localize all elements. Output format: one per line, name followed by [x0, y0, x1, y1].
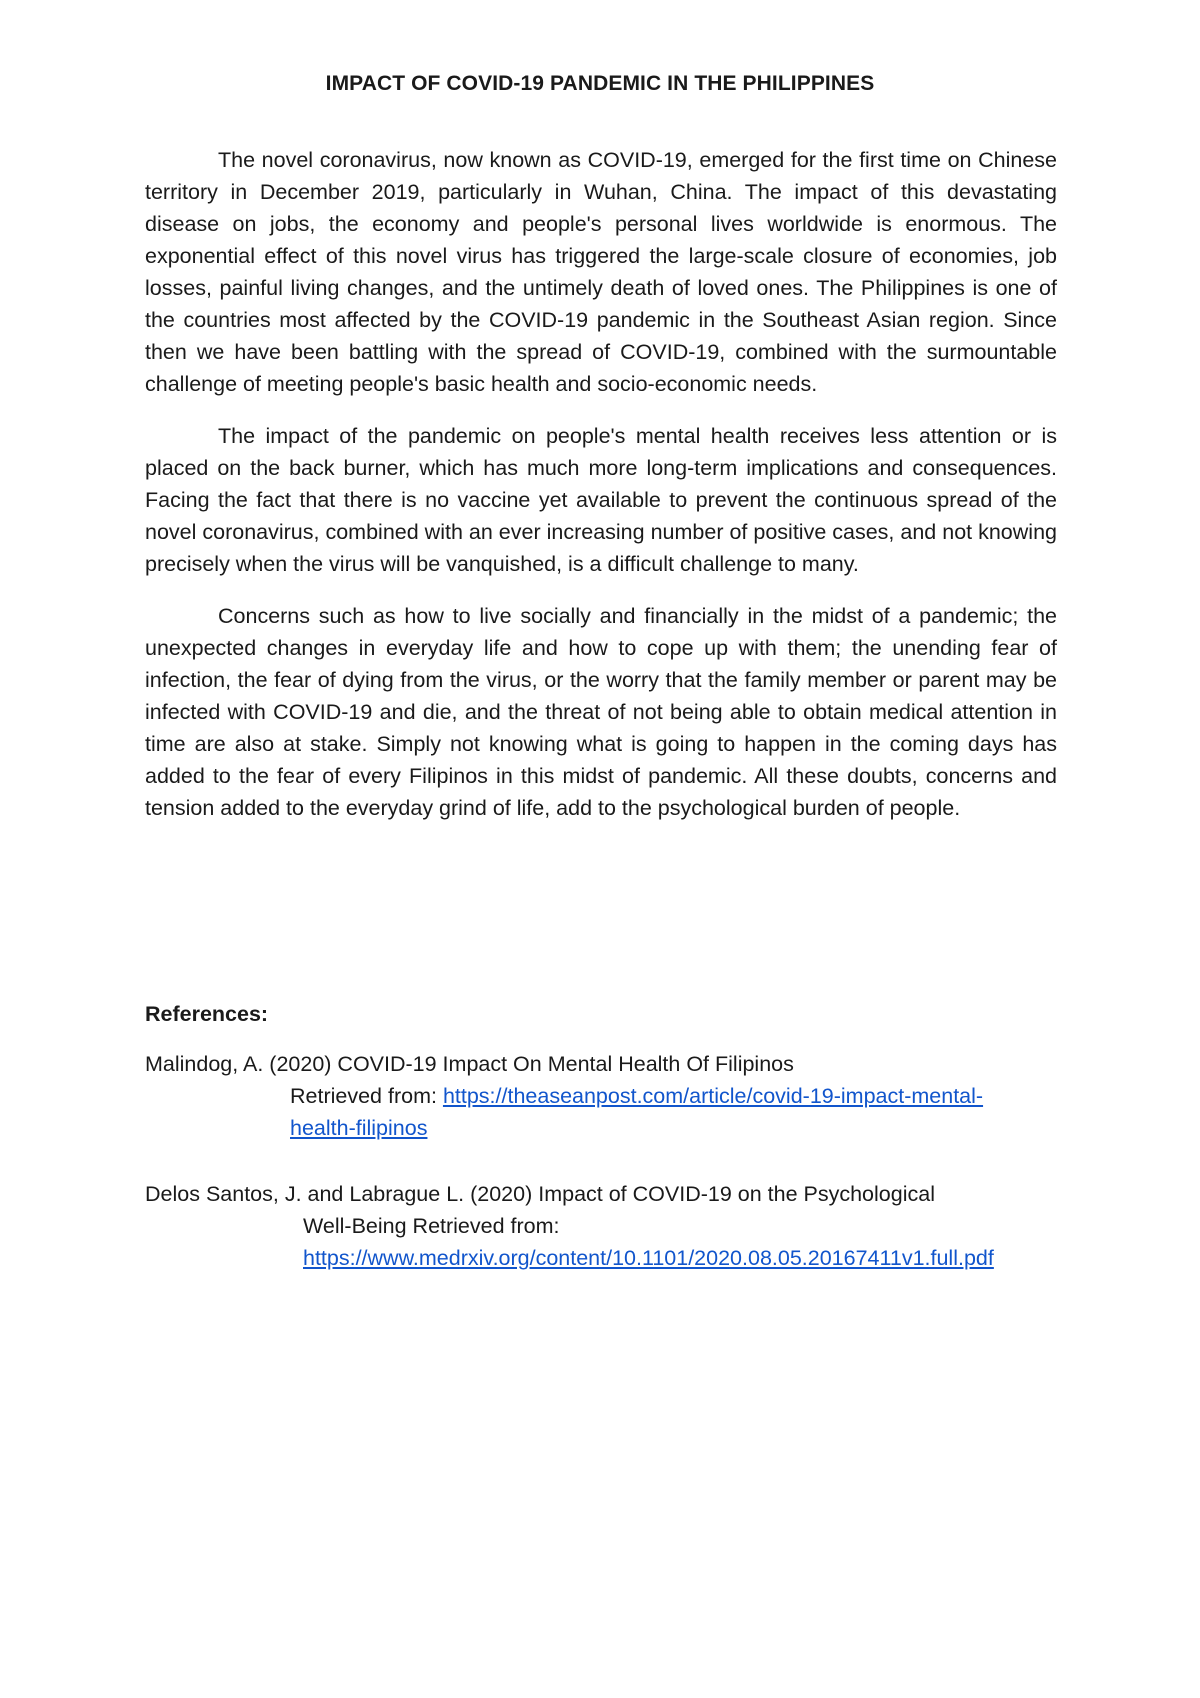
document-body: [145, 144, 1057, 844]
paragraph-2: The impact of the pandemic on people's mental health receives less attention or is placed on the back burner, which has much more long-term implications and consequences. Facing the fact that there is no vaccine yet available to prevent the continuous spread of the novel coronavirus, combined with an ever increasing number of positive cases, and not knowing precisely when the virus will be vanquished, is a difficult challenge to many.: [145, 424, 1057, 576]
reference-item-2: [145, 1178, 1057, 1274]
paragraph-1: The novel coronavirus, now known as COVID-19, emerged for the first time on Chinese territory in December 2019, particularly in Wuhan, China. The impact of this devastating disease on jobs, the economy and people's personal lives worldwide is enormous. The exponential effect of this novel virus has triggered the large-scale closure of economies, job losses, painful living changes, and the untimely death of loved ones. The Philippines is one of the countries most affected by the COVID-19 pandemic in the Southeast Asian region. Since then we have been battling with the spread of COVID-19, combined with the surmountable challenge of meeting people's basic health and socio-economic needs.: [145, 148, 1057, 396]
document-title: IMPACT OF COVID-19 PANDEMIC IN THE PHILIPPINES: [325, 72, 875, 95]
references-heading: References:: [145, 1002, 269, 1026]
retrieved-label: Well-Being Retrieved from:: [303, 1214, 560, 1238]
paragraph-3: Concerns such as how to live socially and financially in the midst of a pandemic; the unexpected changes in everyday life and how to cope up with them; the unending fear of infection, the fear of dying from the virus, or the worry that the family member or parent may be infected with COVID-19 and die, and the threat of not being able to obtain medical attention in time are also at stake. Simply not knowing what is going to happen in the coming days has added to the fear of every Filipinos in this midst of pandemic. All these doubts, concerns and tension added to the everyday grind of life, add to the psychological burden of people.: [145, 604, 1057, 820]
reference-retrieved: [145, 1080, 1030, 1144]
reference-link[interactable]: https://theaseanpost.com/article/covid-19-impact-mental-health-filipinos: [290, 1084, 984, 1140]
reference-item-1: [145, 1048, 1057, 1144]
reference-link[interactable]: https://www.medrxiv.org/content/10.1101/2020.08.05.20167411v1.full.pdf: [303, 1246, 994, 1270]
reference-citation: Delos Santos, J. and Labrague L. (2020) Impact of COVID-19 on the Psychological: [145, 1182, 935, 1206]
retrieved-label: Retrieved from:: [290, 1084, 443, 1108]
reference-citation: Malindog, A. (2020) COVID-19 Impact On Mental Health Of Filipinos: [145, 1052, 794, 1076]
reference-retrieved: [145, 1210, 1043, 1274]
